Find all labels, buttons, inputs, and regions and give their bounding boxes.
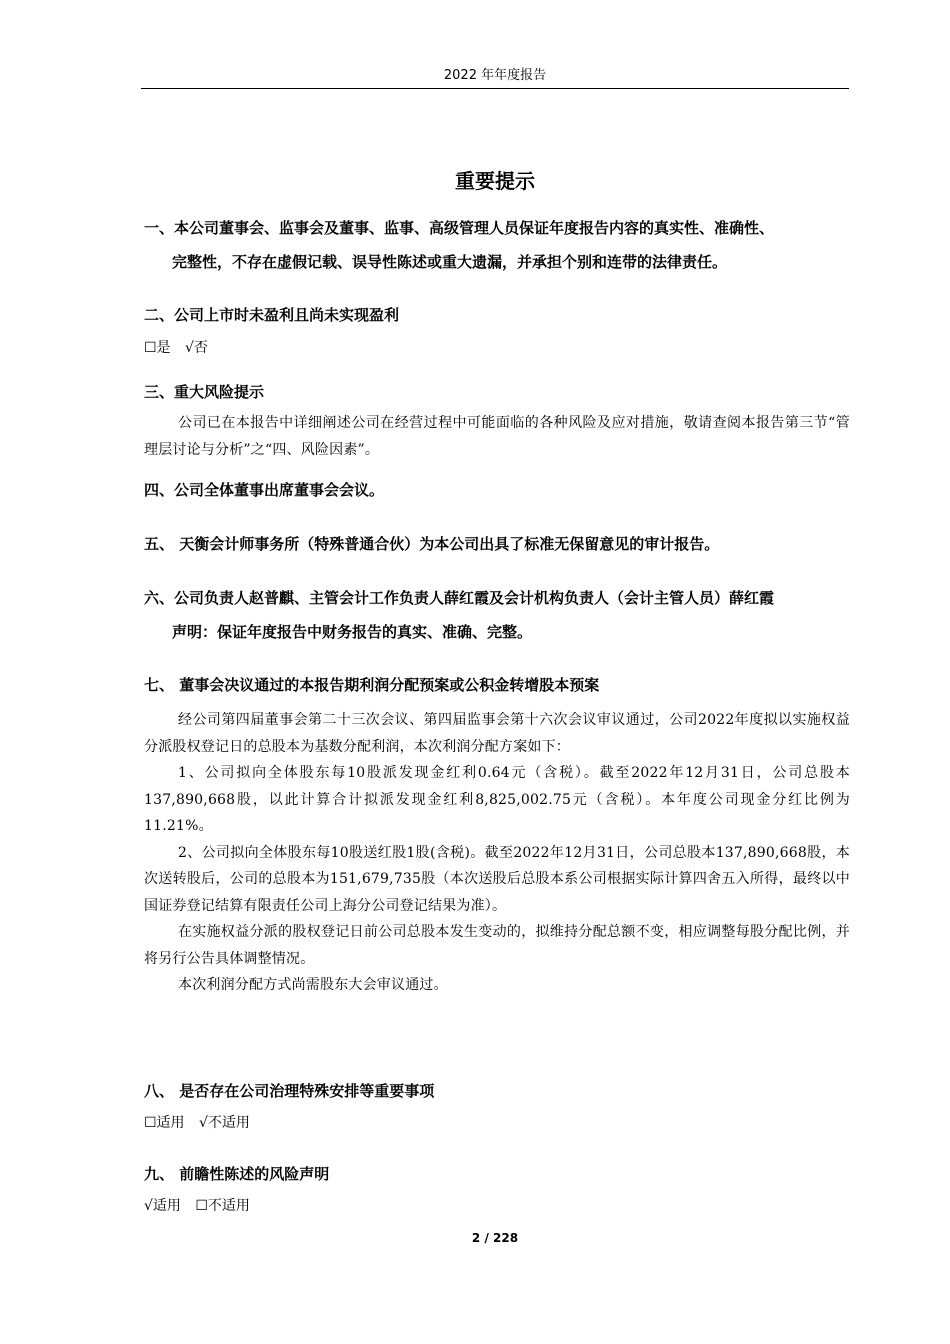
section-9-heading: 九、 前瞻性陈述的风险声明 — [144, 1165, 330, 1183]
page-number: 2 / 228 — [471, 1231, 519, 1245]
header-title: 2022 年年度报告 — [443, 68, 547, 83]
section-7-heading: 七、 董事会决议通过的本报告期利润分配预案或公积金转增股本预案 — [144, 676, 600, 694]
section-6-line-1: 六、公司负责人赵普麒、主管会计工作负责人薛红霞及会计机构负责人（会计主管人员）薛红霞 — [144, 589, 775, 607]
section-6-heading — [144, 581, 850, 649]
section-8-options — [144, 1111, 850, 1135]
section-7-body — [144, 707, 850, 999]
section-5-heading: 五、 天衡会计师事务所（特殊普通合伙）为本公司出具了标准无保留意见的审计报告。 — [144, 535, 720, 553]
section-4-heading: 四、公司全体董事出席董事会会议。 — [144, 481, 385, 499]
section-8-heading: 八、 是否存在公司治理特殊安排等重要事项 — [144, 1082, 435, 1100]
option-yes-checkbox: ☐是 — [144, 340, 171, 356]
section-7-paragraph-2: 1、公司拟向全体股东每10股派发现金红利0.64元（含税）。截至2022年12月31日，公司总股本137,890,668股，以此计算合计拟派发现金红利8,825,002.75元（含税）。本年度公司现金分红比例为11.21%。 — [144, 765, 850, 834]
section-7-paragraph-1: 经公司第四届董事会第二十三次会议、第四届监事会第十六次会议审议通过，公司2022年度拟以实施权益分派股权登记日的总股本为基数分配利润，本次利润分配方案如下： — [144, 712, 850, 755]
section-1-line-1: 一、本公司董事会、监事会及董事、监事、高级管理人员保证年度报告内容的真实性、准确性、 — [144, 219, 775, 237]
section-6-line-2: 声明：保证年度报告中财务报告的真实、准确、完整。 — [172, 623, 533, 641]
option-no-checked: √否 — [185, 340, 208, 356]
section-1-heading — [144, 211, 850, 279]
option-not-applicable-checked: √不适用 — [199, 1115, 250, 1131]
option-applicable-checkbox: ☐适用 — [144, 1115, 185, 1131]
section-7-paragraph-5: 本次利润分配方式尚需股东大会审议通过。 — [178, 977, 448, 993]
option-applicable-checked: √适用 — [144, 1198, 181, 1214]
section-2-heading: 二、公司上市时未盈利且尚未实现盈利 — [144, 306, 400, 324]
page-header — [141, 64, 849, 89]
document-title: 重要提示 — [455, 169, 535, 193]
section-9-options — [144, 1194, 850, 1218]
section-1-line-2: 完整性，不存在虚假记载、误导性陈述或重大遗漏，并承担个别和连带的法律责任。 — [172, 253, 728, 271]
section-7-paragraph-4: 在实施权益分派的股权登记日前公司总股本发生变动的，拟维持分配总额不变，相应调整每股分配比例，并将另行公告具体调整情况。 — [144, 924, 850, 967]
section-3-paragraph: 公司已在本报告中详细阐述公司在经营过程中可能面临的各种风险及应对措施，敬请查阅本报告第三节“管理层讨论与分析”之“四、风险因素”。 — [144, 415, 850, 458]
section-2-options — [144, 336, 850, 360]
section-3-heading: 三、重大风险提示 — [144, 383, 265, 401]
option-not-applicable-checkbox: ☐不适用 — [195, 1198, 250, 1214]
section-7-paragraph-3: 2、公司拟向全体股东每10股送红股1股(含税)。截至2022年12月31日，公司总股本137,890,668股，本次送转股后，公司的总股本为151,679,735股（本次送股后总股本系公司根据实际计算四舍五入所得，最终以中国证券登记结算有限责任公司上海分公司登记结果为准）。 — [144, 844, 850, 914]
